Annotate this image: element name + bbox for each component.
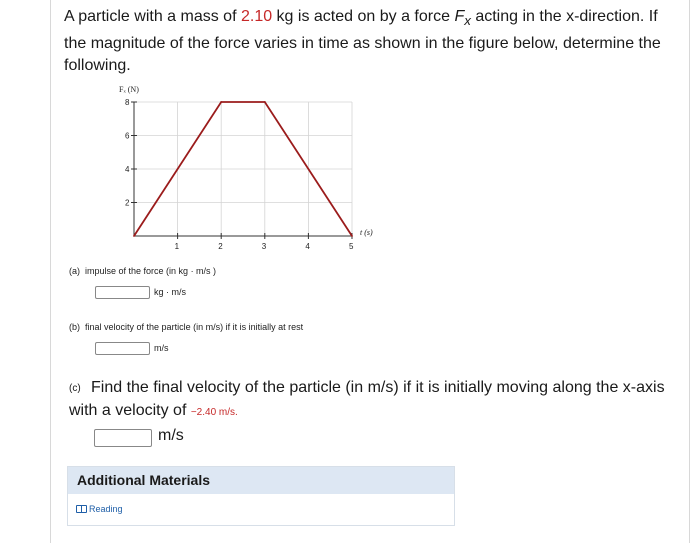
part-a-label: (a) [69, 266, 80, 276]
part-a-text: impulse of the force (in kg · m/s ) [85, 266, 217, 276]
problem-text-1: A particle with a mass of [64, 8, 241, 25]
part-b-unit: m/s [154, 343, 169, 353]
force-data-point [133, 235, 135, 237]
part-c-unit: m/s [158, 427, 184, 444]
impulse-answer-input[interactable] [95, 286, 150, 299]
force-data-point [220, 101, 222, 103]
part-b-text: final velocity of the particle (in m/s) if it is initially at rest [85, 322, 304, 332]
problem-text-3: acting in the x-direction. If the magnitude of the force varies in time as shown in the figure below, determine the following. [64, 8, 661, 75]
problem-text-2: kg is acted on by a force [272, 8, 455, 25]
x-tick-label: 4 [305, 242, 310, 251]
part-a-unit: kg · m/s [154, 287, 187, 297]
force-time-graph [110, 85, 390, 251]
x-tick-label: 5 [349, 242, 354, 251]
part-a-question [69, 266, 216, 276]
initial-velocity-value: −2.40 m/s. [190, 407, 238, 418]
part-b-label: (b) [69, 322, 80, 332]
part-c-text: Find the final velocity of the particle (in m/s) if it is initially moving along the x-axis with a velocity of [69, 379, 665, 419]
part-c-question [69, 377, 679, 424]
problem-statement [64, 6, 679, 78]
x-tick-label: 3 [261, 242, 267, 251]
force-data-point [351, 235, 353, 237]
x-axis-label: t (s) [360, 228, 373, 237]
mass-value: 2.10 [240, 8, 273, 25]
x-tick-label: 2 [218, 242, 223, 251]
y-axis-label: Fₓ (N) [119, 85, 139, 94]
y-tick-label: 4 [125, 165, 130, 174]
velocity-rest-answer-input[interactable] [95, 342, 150, 355]
force-subscript: x [464, 13, 471, 29]
reading-link[interactable] [76, 504, 123, 514]
additional-materials-panel [67, 466, 455, 526]
part-b-question [69, 322, 303, 332]
y-tick-label: 8 [125, 98, 130, 107]
part-c-label: (c) [69, 383, 81, 394]
reading-link-label[interactable]: Reading [89, 504, 123, 514]
velocity-moving-answer-input[interactable] [94, 429, 152, 447]
x-tick-label: 1 [174, 242, 180, 251]
force-symbol: F [454, 8, 465, 25]
book-icon [76, 505, 87, 513]
y-tick-label: 6 [125, 131, 130, 141]
y-tick-label: 2 [125, 198, 130, 208]
force-data-point [264, 101, 266, 103]
additional-materials-title: Additional Materials [68, 467, 454, 494]
